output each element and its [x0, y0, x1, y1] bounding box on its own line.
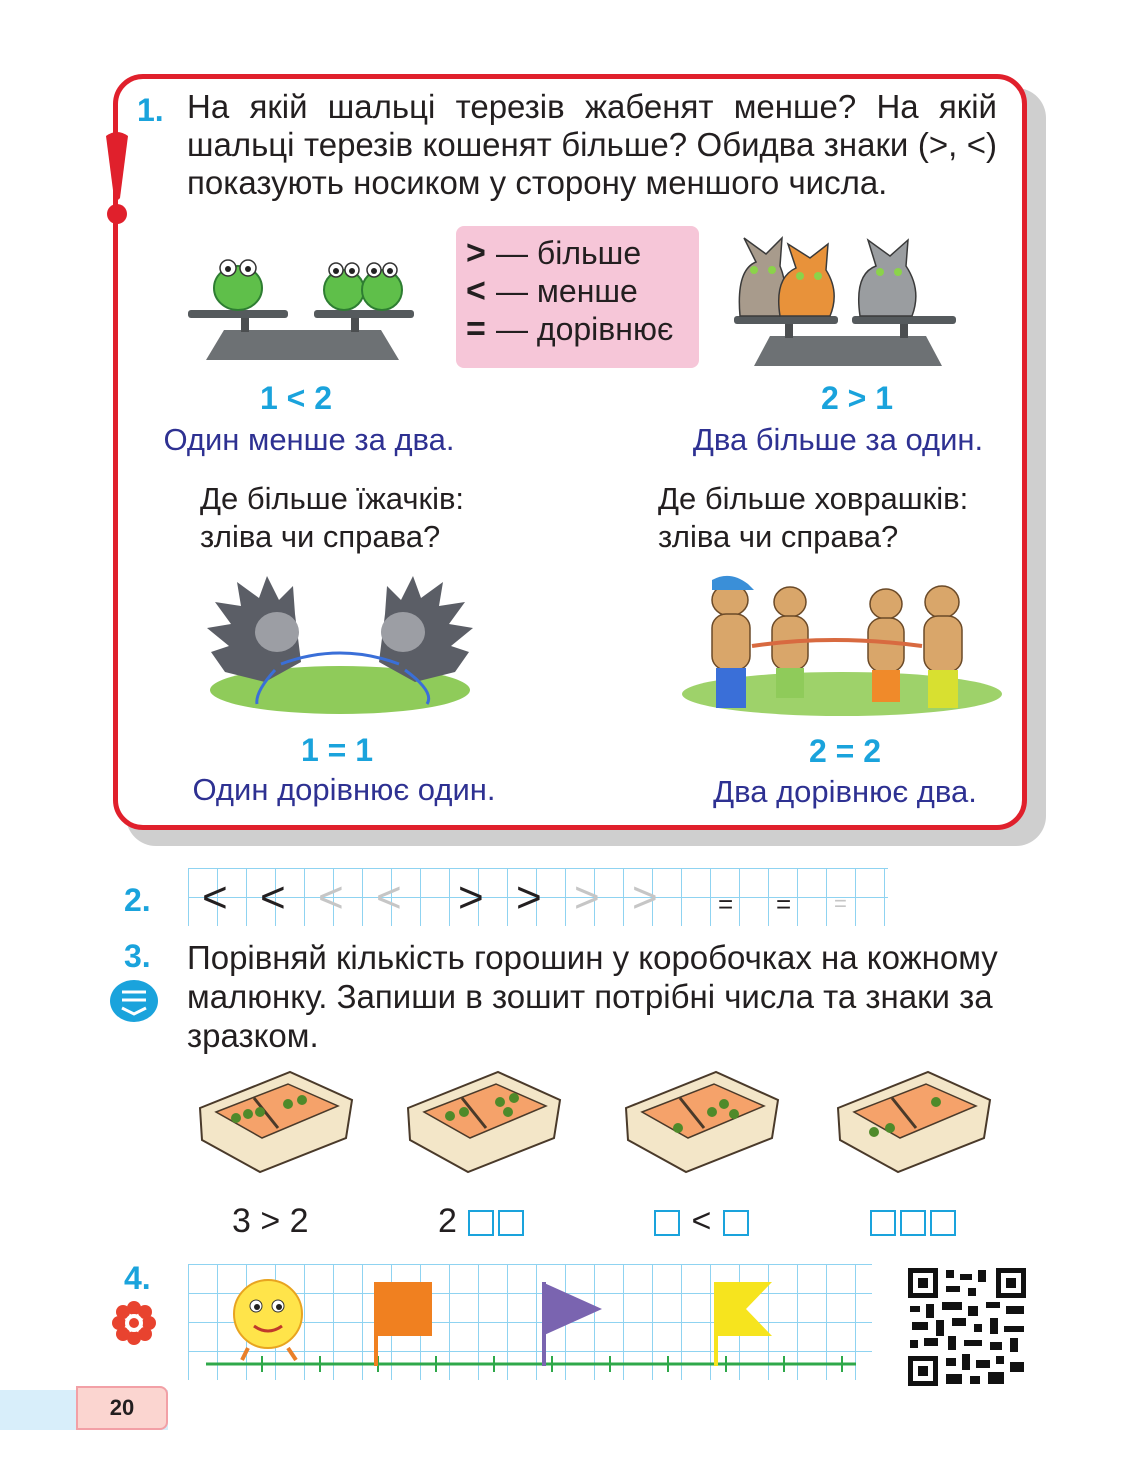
exercise-2-grid — [188, 868, 888, 926]
hedgehogs-sentence: Один дорівнює один. — [192, 772, 496, 807]
answer-blank-square[interactable] — [870, 1210, 896, 1236]
symbol-less-2: < — [260, 873, 286, 922]
answer-4 — [868, 1202, 958, 1241]
gopher-question: Де більше ховрашків: зліва чи справа? — [658, 481, 969, 554]
exercise-3-text: Порівняй кількість горошин у коробочках на кожному малюнку. Запиши в зошит потрібні числа та знаки за зразком. — [187, 939, 998, 1054]
hedgehogs-illustration — [205, 572, 475, 716]
pea-box-1 — [196, 1068, 356, 1174]
pea-box-3 — [622, 1068, 782, 1174]
qr-code-image — [906, 1266, 1028, 1388]
pea-box-4 — [834, 1068, 994, 1174]
symbol-greater-2: > — [516, 873, 542, 922]
exercise-3-number: 3. — [124, 938, 151, 974]
legend-row-greater: > — більше — [466, 234, 642, 272]
exercise-2-number: 2. — [124, 882, 151, 918]
flags-illustration — [188, 1264, 872, 1380]
symbol-equal-trace: = — [834, 891, 847, 916]
answer-blank-square[interactable] — [930, 1210, 956, 1236]
page-number: 20 — [76, 1386, 168, 1430]
pea-box-2 — [404, 1068, 564, 1174]
answer-blank-square[interactable] — [498, 1210, 524, 1236]
frogs-equation: 1 < 2 — [259, 380, 333, 416]
exercise-1-text: На якій шальці терезів жабенят менше? На якій шальці терезів кошенят більше? Обидва знаки (>, <) показують носиком у сторону меншого числа. — [187, 88, 997, 201]
answer-2: 2 — [438, 1202, 526, 1241]
symbol-greater-trace-2: > — [632, 873, 658, 922]
answer-blank-square[interactable] — [723, 1210, 749, 1236]
symbol-greater-trace-1: > — [574, 873, 600, 922]
exclamation-icon — [103, 130, 131, 226]
hedgehog-question: Де більше їжачків: зліва чи справа? — [200, 481, 465, 554]
cats-equation: 2 > 1 — [820, 380, 894, 416]
exercise-4-number: 4. — [124, 1260, 151, 1296]
answer-blank-square[interactable] — [900, 1210, 926, 1236]
answer-blank-square[interactable] — [468, 1210, 494, 1236]
answer-sample: 3 > 2 — [232, 1202, 309, 1240]
answer-3: < — [652, 1202, 751, 1241]
symbol-equal-2: = — [776, 889, 792, 919]
symbol-greater-1: > — [458, 873, 484, 922]
symbol-less-trace-2: < — [376, 873, 402, 922]
notebook-icon — [108, 978, 160, 1024]
legend-row-less: < — менше — [466, 272, 638, 310]
gophers-illustration — [672, 572, 1004, 722]
hedgehogs-equation: 1 = 1 — [300, 732, 374, 768]
symbol-less-1: < — [202, 873, 228, 922]
symbol-less-trace-1: < — [318, 873, 344, 922]
comparison-legend — [456, 226, 699, 368]
answer-blank-square[interactable] — [654, 1210, 680, 1236]
cats-sentence: Два більше за один. — [692, 422, 984, 457]
gophers-sentence: Два дорівнює два. — [713, 774, 977, 809]
frog-scale-illustration — [186, 252, 416, 364]
symbol-equal-1: = — [718, 889, 734, 919]
gophers-equation: 2 = 2 — [808, 733, 882, 769]
flower-icon — [110, 1300, 158, 1346]
frogs-sentence: Один менше за два. — [163, 422, 455, 457]
exercise-1-number: 1. — [137, 92, 164, 128]
cat-scale-illustration — [730, 230, 960, 370]
legend-row-equal: = — дорівнює — [466, 310, 674, 348]
